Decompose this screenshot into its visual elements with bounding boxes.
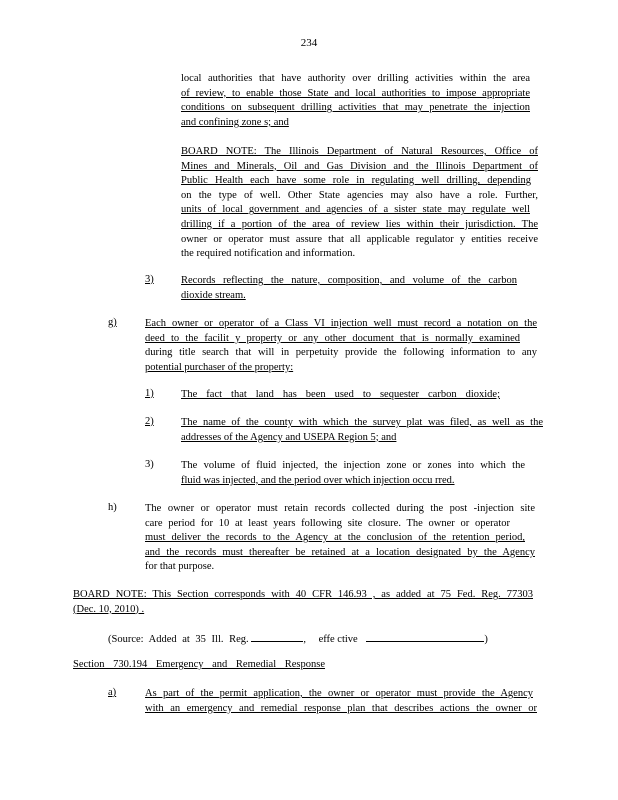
paragraph-local-authorities [181, 72, 530, 130]
item-label: 3) [145, 274, 154, 285]
text-line: fluid was injected, and the period over which injection occu rred. [181, 474, 455, 486]
section-heading-text: Section 730.194 Emergency and Remedial Response [73, 659, 326, 670]
text-line: potential purchaser of the property: [145, 361, 294, 373]
text-line: Each owner or operator of a Class VI injection well must record a notation on the [145, 318, 537, 329]
text-line: Mines and Minerals, Oil and Gas Division and the Illinois Department of [181, 160, 538, 172]
text-line: local authorities that have authority over drilling activities within the area [181, 73, 530, 84]
text-line: deed to the facilit y property or any other document that is normally examined [145, 332, 520, 344]
g-item-1 [181, 388, 500, 403]
text-line: units of local government and agencies of a sister state may regulate well [181, 204, 530, 216]
section-heading [73, 658, 326, 673]
text-line: The name of the county with which the survey plat was filed, as well as the [181, 417, 543, 428]
item-label: 3) [145, 459, 154, 470]
board-note-2 [73, 588, 533, 617]
source-volume-blank[interactable] [251, 630, 303, 642]
text-line: conditions on subsequent drilling activities that may penetrate the injection [181, 102, 530, 114]
text-line: during title search that will in perpetuity provide the following information to any [145, 347, 537, 359]
text-line: with an emergency and remedial response plan that describes actions the owner or [145, 702, 537, 714]
item-g-deed-notation [145, 317, 537, 375]
board-note-1 [181, 145, 538, 262]
text-line: of review, to enable those State and local authorities to impose appropriate [181, 87, 530, 99]
text-line: Records reflecting the nature, composition, and volume of the carbon [181, 275, 517, 286]
page-number: 234 [300, 37, 318, 49]
source-comma: , [303, 634, 306, 645]
text-line: BOARD NOTE: This Section corresponds with 40 CFR 146.93 , as added at 75 Fed. Reg. 77303 [73, 589, 533, 600]
source-effective-blank[interactable] [366, 630, 484, 642]
item-label: g) [108, 317, 117, 328]
source-close: ) [484, 634, 488, 645]
item-a-emergency-plan [145, 687, 537, 716]
source-effective-label: effe ctive [318, 634, 358, 645]
text-line: care period for 10 at least years following site closure. The owner or operator [145, 517, 510, 529]
text-line: The volume of fluid injected, the injection zone or zones into which the [181, 460, 525, 471]
text-line: The owner or operator must retain records collected during the post -injection site [145, 503, 535, 514]
item-label: a) [108, 687, 117, 698]
text-line: Public Health each have some role in regulating well drilling, depending [181, 175, 531, 187]
text-line: BOARD NOTE: The Illinois Department of Natural Resources, Office of [181, 146, 538, 157]
item-label: 2) [145, 416, 154, 427]
text-line: (Dec. 10, 2010) . [73, 603, 145, 615]
text-line: and confining zone s; and [181, 116, 289, 128]
text-line: owner or operator must assure that all applicable regulator y entities receive [181, 233, 538, 245]
g-item-2 [181, 416, 543, 445]
text-line: As part of the permit application, the owner or operator must provide the Agency [145, 688, 533, 699]
text-line: dioxide stream. [181, 289, 246, 301]
source-note [108, 630, 493, 648]
text-line: the required notification and information. [181, 248, 356, 260]
item-h-retain-records [145, 502, 535, 575]
text-line: drilling if a portion of the area of review lies within their jurisdiction. The [181, 218, 538, 230]
text-line: for that purpose. [145, 561, 215, 573]
text-line: must deliver the records to the Agency at the conclusion of the retention period, [145, 532, 525, 544]
item-label: 1) [145, 388, 154, 399]
item-label: h) [108, 502, 117, 513]
text-line: The fact that land has been used to sequester carbon dioxide; [181, 389, 500, 400]
source-prefix: (Source: Added at 35 Ill. Reg. [108, 634, 249, 645]
text-line: addresses of the Agency and USEPA Region 5; and [181, 431, 397, 443]
item-3-records [181, 274, 517, 303]
text-line: on the type of well. Other State agencies may also have a role. Further, [181, 189, 538, 201]
g-item-3 [181, 459, 525, 488]
text-line: and the records must thereafter be retained at a location designated by the Agency [145, 546, 535, 558]
